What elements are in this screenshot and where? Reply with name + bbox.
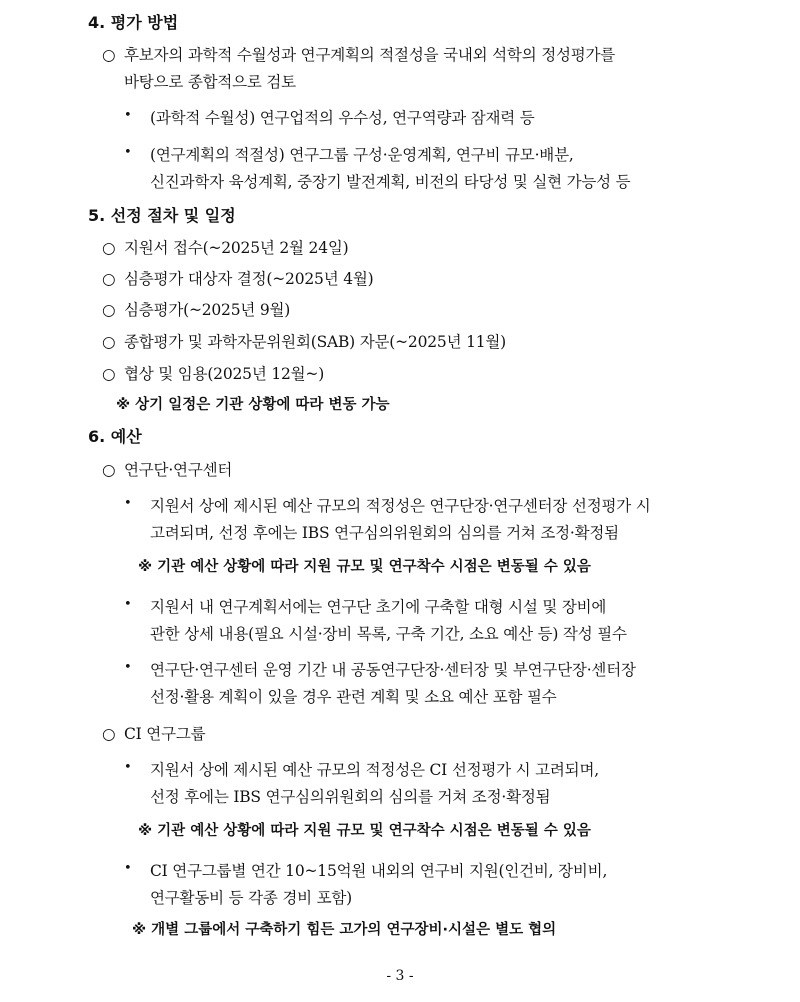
group2-note: ※ 기관 예산 상황에 따라 지원 규모 및 연구착수 시점은 변동될 수 있음 — [138, 823, 591, 839]
group1-b3-line2: 선정·활용 계획이 있을 경우 관련 계획 및 소요 예산 포함 필수 — [150, 688, 557, 706]
circle-bullet-icon: ○ — [102, 365, 116, 383]
group1-b1-line1: 지원서 상에 제시된 예산 규모의 적정성은 연구단장·연구센터장 선정평가 시 — [150, 497, 651, 515]
schedule-item-text: 심층평가 대상자 결정(~2025년 4월) — [124, 270, 374, 288]
group2-b2-line1: CI 연구그룹별 연간 10~15억원 내외의 연구비 지원(인건비, 장비비, — [150, 862, 608, 880]
section-5-title: 5. 선정 절차 및 일정 — [88, 206, 236, 225]
bullet-dot-icon: • — [124, 660, 132, 675]
schedule-item-text: 심층평가(~2025년 9월) — [124, 301, 291, 319]
schedule-item — [102, 267, 373, 289]
group2-note2: ※ 개별 그룹에서 구축하기 힘든 고가의 연구장비·시설은 별도 협의 — [132, 922, 557, 938]
circle-bullet-icon: ○ — [102, 461, 116, 479]
group-label — [102, 458, 232, 480]
group-label-text: CI 연구그룹 — [124, 725, 206, 743]
section-4-item-line2: 바탕으로 종합적으로 검토 — [124, 73, 296, 91]
schedule-item — [102, 362, 324, 384]
page-number: - 3 - — [386, 968, 414, 984]
bullet-dot-icon: • — [124, 108, 132, 123]
group-label-text: 연구단·연구센터 — [124, 461, 233, 479]
section-4-sub2-line1: (연구계획의 적절성) 연구그룹 구성·운영계획, 연구비 규모·배분, — [150, 146, 574, 164]
schedule-item — [102, 236, 348, 258]
group1-note: ※ 기관 예산 상황에 따라 지원 규모 및 연구착수 시점은 변동될 수 있음 — [138, 559, 591, 575]
group1-b2-line2: 관한 상세 내용(필요 시설·장비 목록, 구축 기간, 소요 예산 등) 작성 필수 — [150, 625, 627, 643]
circle-bullet-icon: ○ — [102, 46, 116, 64]
group-label — [102, 722, 205, 744]
schedule-item-text: 협상 및 임용(2025년 12월~) — [124, 365, 325, 383]
schedule-item — [102, 330, 506, 352]
schedule-note: ※ 상기 일정은 기관 상황에 따라 변동 가능 — [116, 397, 390, 413]
bullet-dot-icon: • — [124, 597, 132, 612]
group2-b2-line2: 연구활동비 등 각종 경비 포함) — [150, 889, 353, 907]
bullet-dot-icon: • — [124, 760, 132, 775]
section-4-sub2-line2: 신진과학자 육성계획, 중장기 발전계획, 비전의 타당성 및 실현 가능성 등 — [150, 173, 631, 191]
schedule-item-text: 종합평가 및 과학자문위원회(SAB) 자문(~2025년 11월) — [124, 333, 507, 351]
circle-bullet-icon: ○ — [102, 239, 116, 257]
schedule-item — [102, 298, 290, 320]
section-4-item — [102, 43, 615, 65]
bullet-dot-icon: • — [124, 145, 132, 160]
circle-bullet-icon: ○ — [102, 301, 116, 319]
section-6-title: 6. 예산 — [88, 427, 142, 446]
section-4-item-line1: 후보자의 과학적 수월성과 연구계획의 적절성을 국내외 석학의 정성평가를 — [124, 46, 616, 64]
section-4-sub1: (과학적 수월성) 연구업적의 우수성, 연구역량과 잠재력 등 — [150, 109, 535, 127]
group1-b1-line2: 고려되며, 선정 후에는 IBS 연구심의위원회의 심의를 거쳐 조정·확정됨 — [150, 524, 619, 542]
group2-b1-line1: 지원서 상에 제시된 예산 규모의 적정성은 CI 선정평가 시 고려되며, — [150, 761, 599, 779]
circle-bullet-icon: ○ — [102, 270, 116, 288]
bullet-dot-icon: • — [124, 496, 132, 511]
schedule-item-text: 지원서 접수(~2025년 2월 24일) — [124, 239, 349, 257]
group1-b3-line1: 연구단·연구센터 운영 기간 내 공동연구단장·센터장 및 부연구단장·센터장 — [150, 661, 636, 679]
circle-bullet-icon: ○ — [102, 333, 116, 351]
bullet-dot-icon: • — [124, 861, 132, 876]
section-4-title: 4. 평가 방법 — [88, 13, 179, 32]
group1-b2-line1: 지원서 내 연구계획서에는 연구단 초기에 구축할 대형 시설 및 장비에 — [150, 598, 607, 616]
group2-b1-line2: 선정 후에는 IBS 연구심의위원회의 심의를 거쳐 조정·확정됨 — [150, 788, 551, 806]
circle-bullet-icon: ○ — [102, 725, 116, 743]
